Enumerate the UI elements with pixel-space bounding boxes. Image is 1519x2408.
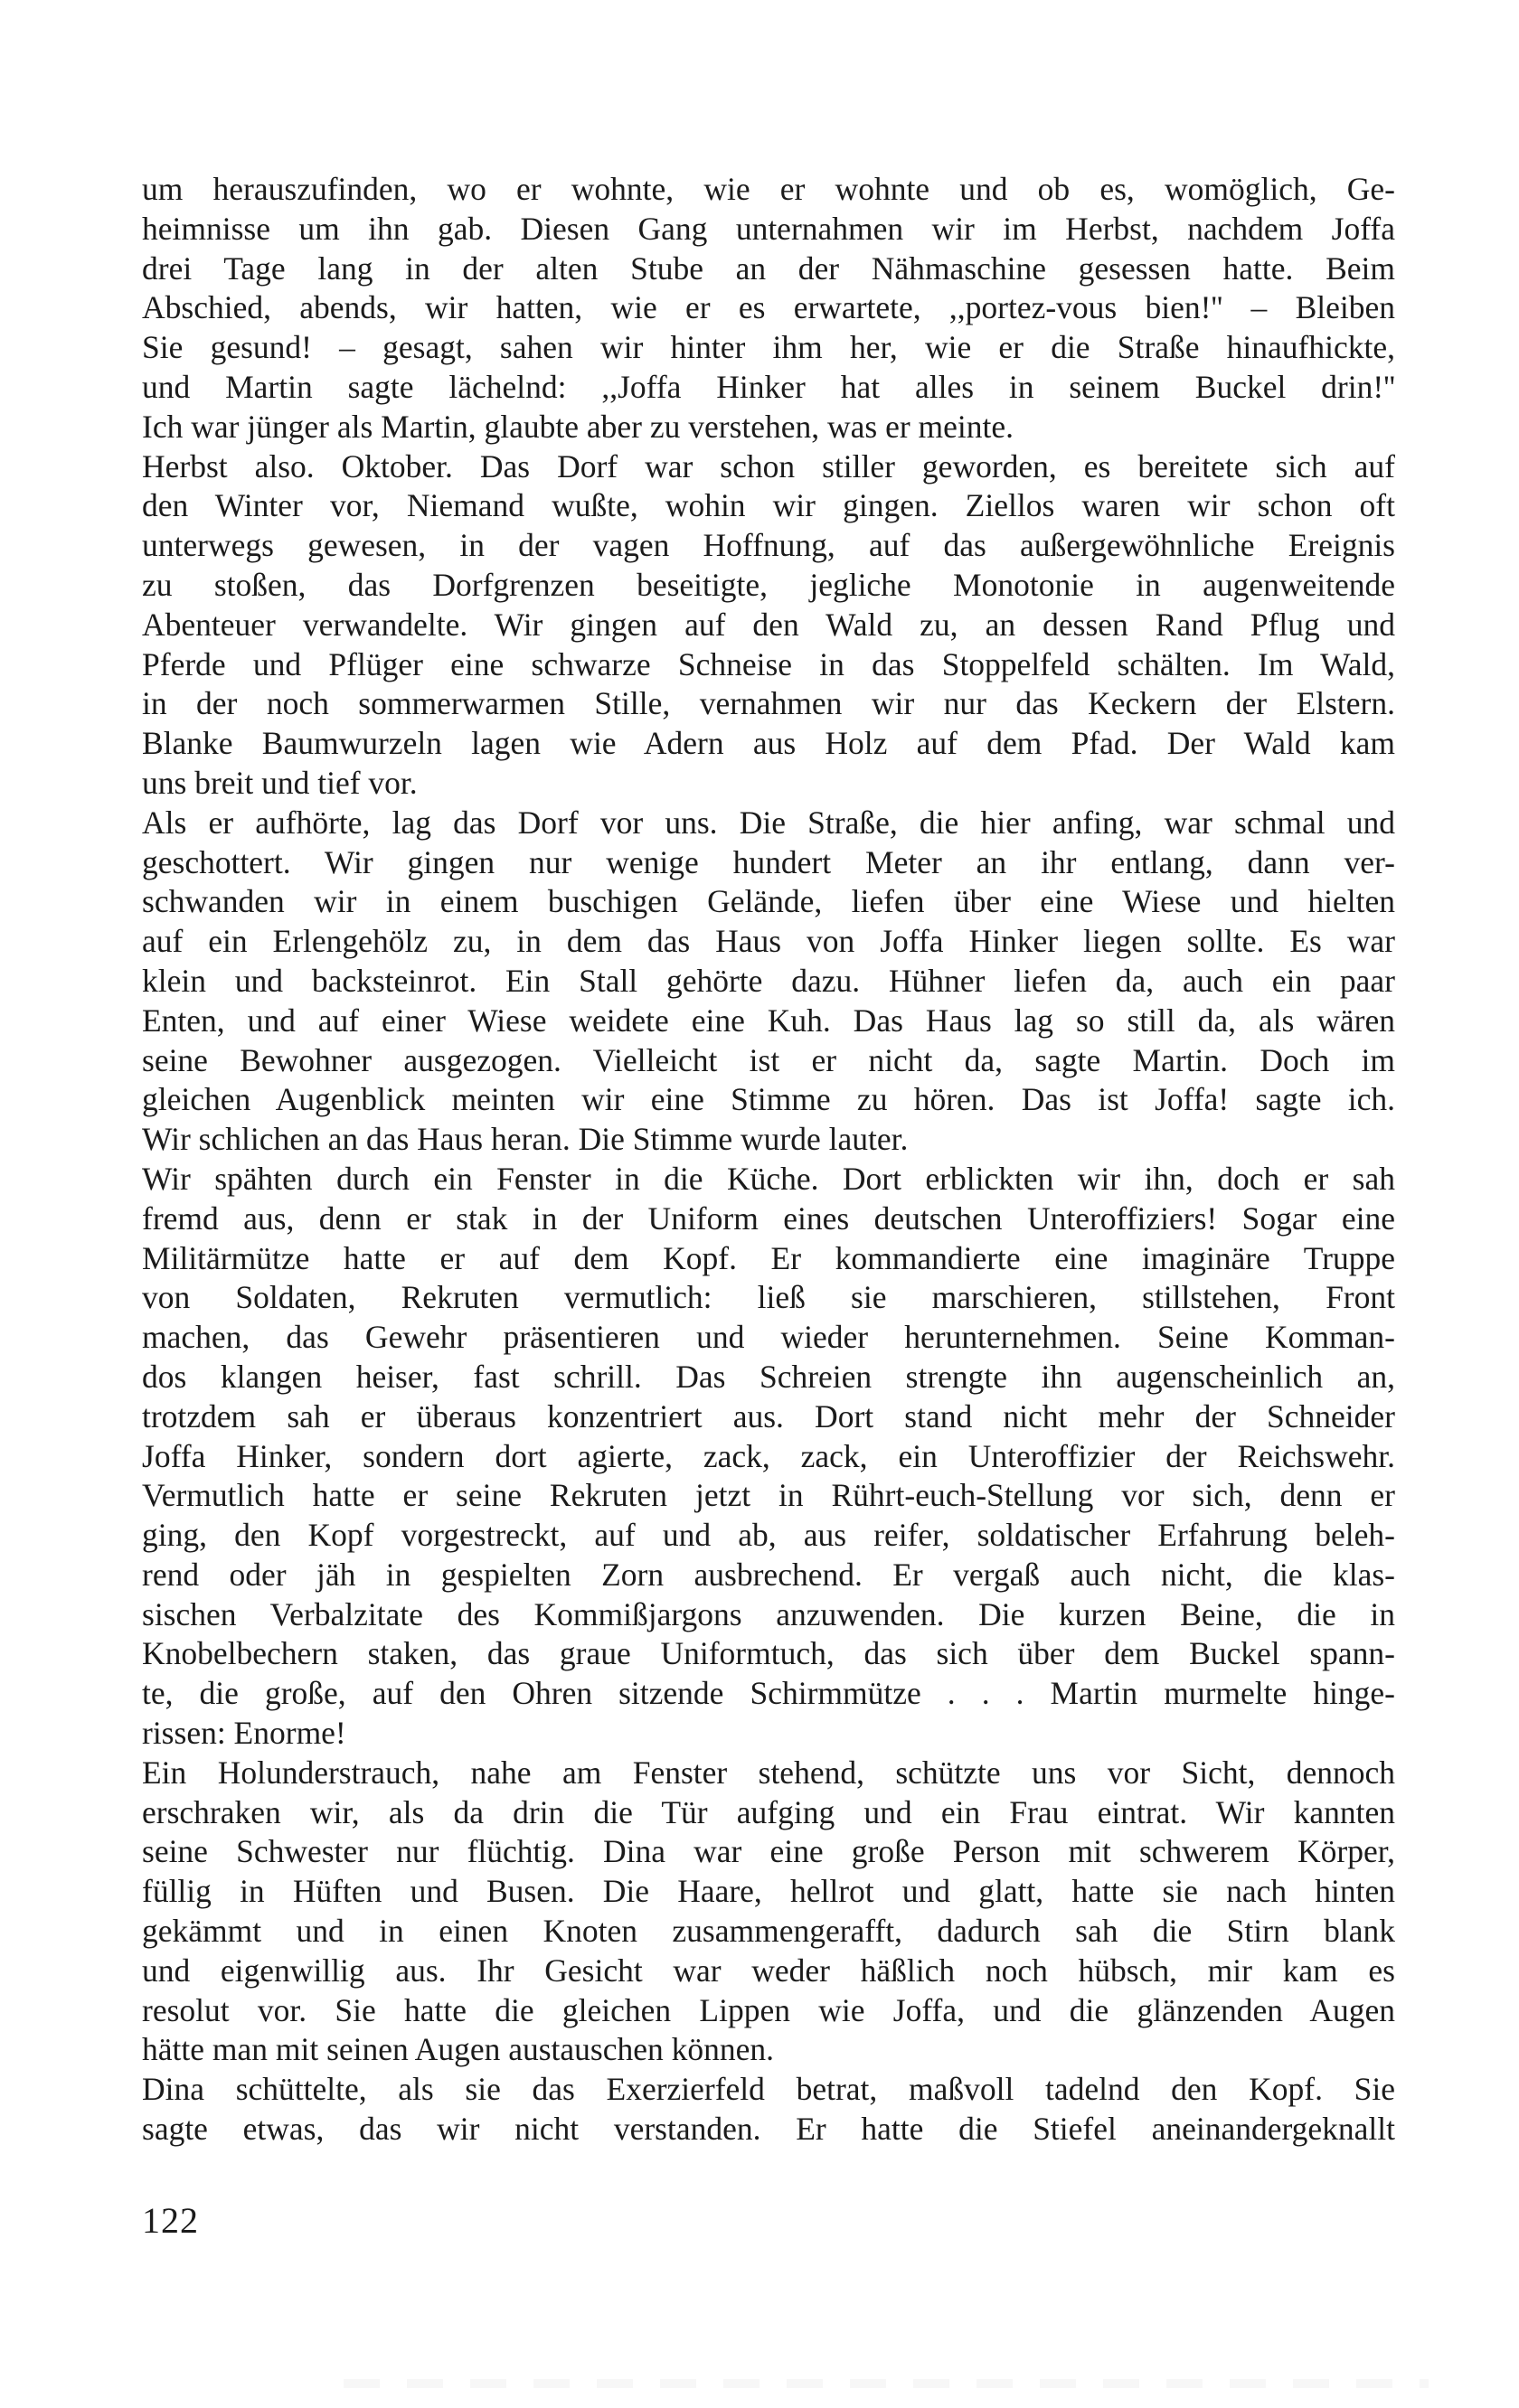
text-line: gleichen Augenblick meinten wir eine Stimme zu hören. Das ist Joffa! sagte ich. xyxy=(142,1081,1395,1118)
text-line: Wir schlichen an das Haus heran. Die Stimme wurde lauter. xyxy=(142,1121,909,1158)
text-line: Wir spähten durch ein Fenster in die Küche. Dort erblickten wir ihn, doch er sah xyxy=(142,1160,1395,1197)
text-line: resolut vor. Sie hatte die gleichen Lippen wie Joffa, und die glänzenden Augen xyxy=(142,1991,1395,2028)
text-line: erschraken wir, als da drin die Tür aufging und ein Frau eintrat. Wir kannten xyxy=(142,1793,1395,1830)
page-number: 122 xyxy=(142,2200,199,2241)
paragraph xyxy=(142,170,1395,447)
text-line: Abschied, abends, wir hatten, wie er es erwartete, ,,portez-vous bien!'' – Bleiben xyxy=(142,289,1395,326)
text-line: Vermutlich hatte er seine Rekruten jetzt in Rührt-euch-Stellung vor sich, denn er xyxy=(142,1477,1395,1514)
paragraph xyxy=(142,2070,1395,2149)
paragraph xyxy=(142,1754,1395,2070)
text-line: zu stoßen, das Dorfgrenzen beseitigte, jegliche Monotonie in augenweitende xyxy=(142,566,1395,603)
text-line: seine Schwester nur flüchtig. Dina war eine große Person mit schwerem Körper, xyxy=(142,1833,1395,1870)
text-line: Militärmütze hatte er auf dem Kopf. Er kommandierte eine imaginäre Truppe xyxy=(142,1239,1395,1276)
paragraph xyxy=(142,804,1395,1160)
paragraph xyxy=(142,1160,1395,1754)
text-line: rissen: Enorme! xyxy=(142,1715,346,1752)
text-line: Abenteuer verwandelte. Wir gingen auf den Wald zu, an dessen Rand Pflug und xyxy=(142,606,1395,643)
paragraph xyxy=(142,447,1395,804)
text-line: Dina schüttelte, als sie das Exerzierfeld betrat, maßvoll tadelnd den Kopf. Sie xyxy=(142,2071,1395,2108)
text-line: von Soldaten, Rekruten vermutlich: ließ sie marschieren, stillstehen, Front xyxy=(142,1279,1395,1316)
text-line: hätte man mit seinen Augen austauschen können. xyxy=(142,2031,774,2068)
text-line: Sie gesund! – gesagt, sahen wir hinter ihm her, wie er die Straße hinaufhickte, xyxy=(142,329,1395,366)
page-body-text xyxy=(142,170,1395,2149)
text-line: rend oder jäh in gespielten Zorn ausbrechend. Er vergaß auch nicht, die klas- xyxy=(142,1556,1395,1593)
text-line: te, die große, auf den Ohren sitzende Schirmmütze . . . Martin murmelte hinge- xyxy=(142,1675,1395,1712)
text-line: klein und backsteinrot. Ein Stall gehörte dazu. Hühner liefen da, auch ein paar xyxy=(142,962,1395,999)
text-line: Als er aufhörte, lag das Dorf vor uns. Die Straße, die hier anfing, war schmal und xyxy=(142,804,1395,841)
text-line: heimnisse um ihn gab. Diesen Gang unternahmen wir im Herbst, nachdem Joffa xyxy=(142,210,1395,247)
text-line: in der noch sommerwarmen Stille, vernahmen wir nur das Keckern der Elstern. xyxy=(142,685,1395,722)
text-line: geschottert. Wir gingen nur wenige hundert Meter an ihr entlang, dann ver- xyxy=(142,843,1395,880)
text-line: den Winter vor, Niemand wußte, wohin wir gingen. Ziellos waren wir schon oft xyxy=(142,487,1395,524)
text-line: Ich war jünger als Martin, glaubte aber zu verstehen, was er meinte. xyxy=(142,408,1014,445)
text-line: Pferde und Pflüger eine schwarze Schneise in das Stoppelfeld schälten. Im Wald, xyxy=(142,645,1395,682)
text-line: uns breit und tief vor. xyxy=(142,764,418,801)
text-line: Blanke Baumwurzeln lagen wie Adern aus Holz auf dem Pfad. Der Wald kam xyxy=(142,725,1395,762)
text-line: sischen Verbalzitate des Kommißjargons anzuwenden. Die kurzen Beine, die in xyxy=(142,1595,1395,1632)
text-line: machen, das Gewehr präsentieren und wieder herunternehmen. Seine Komman- xyxy=(142,1319,1395,1356)
text-line: ging, den Kopf vorgestreckt, auf und ab, aus reifer, soldatischer Erfahrung beleh- xyxy=(142,1517,1395,1554)
text-line: fremd aus, denn er stak in der Uniform eines deutschen Unteroffiziers! Sogar eine xyxy=(142,1199,1395,1237)
text-line: Herbst also. Oktober. Das Dorf war schon stiller geworden, es bereitete sich auf xyxy=(142,447,1395,484)
text-line: auf ein Erlengehölz zu, in dem das Haus von Joffa Hinker liegen sollte. Es war xyxy=(142,923,1395,960)
text-line: gekämmt und in einen Knoten zusammengerafft, dadurch sah die Stirn blank xyxy=(142,1913,1395,1950)
text-line: unterwegs gewesen, in der vagen Hoffnung, auf das außergewöhnliche Ereignis xyxy=(142,527,1395,564)
text-line: Joffa Hinker, sondern dort agierte, zack, zack, ein Unteroffizier der Reichswehr. xyxy=(142,1437,1395,1474)
text-line: füllig in Hüften und Busen. Die Haare, hellrot und glatt, hatte sie nach hinten xyxy=(142,1873,1395,1910)
text-line: um herauszufinden, wo er wohnte, wie er wohnte und ob es, womöglich, Ge- xyxy=(142,171,1395,207)
text-line: dos klangen heiser, fast schrill. Das Schreien strengte ihn augenscheinlich an, xyxy=(142,1358,1395,1395)
text-line: sagte etwas, das wir nicht verstanden. Er hatte die Stiefel aneinandergeknallt xyxy=(142,2111,1395,2148)
text-line: trotzdem sah er überaus konzentriert aus. Dort stand nicht mehr der Schneider xyxy=(142,1397,1395,1434)
text-line: schwanden wir in einem buschigen Gelände, liefen über eine Wiese und hielten xyxy=(142,883,1395,920)
text-line: Knobelbechern staken, das graue Uniformtuch, das sich über dem Buckel spann- xyxy=(142,1635,1395,1672)
text-line: Enten, und auf einer Wiese weidete eine Kuh. Das Haus lag so still da, als wären xyxy=(142,1002,1395,1039)
text-line: und eigenwillig aus. Ihr Gesicht war weder häßlich noch hübsch, mir kam es xyxy=(142,1952,1395,1989)
scan-edge-shadow xyxy=(344,2379,1429,2388)
text-line: drei Tage lang in der alten Stube an der Nähmaschine gesessen hatte. Beim xyxy=(142,249,1395,287)
text-line: und Martin sagte lächelnd: ,,Joffa Hinker hat alles in seinem Buckel drin!'' xyxy=(142,368,1395,405)
text-line: Ein Holunderstrauch, nahe am Fenster stehend, schützte uns vor Sicht, dennoch xyxy=(142,1754,1395,1791)
text-line: seine Bewohner ausgezogen. Vielleicht ist er nicht da, sagte Martin. Doch im xyxy=(142,1041,1395,1078)
